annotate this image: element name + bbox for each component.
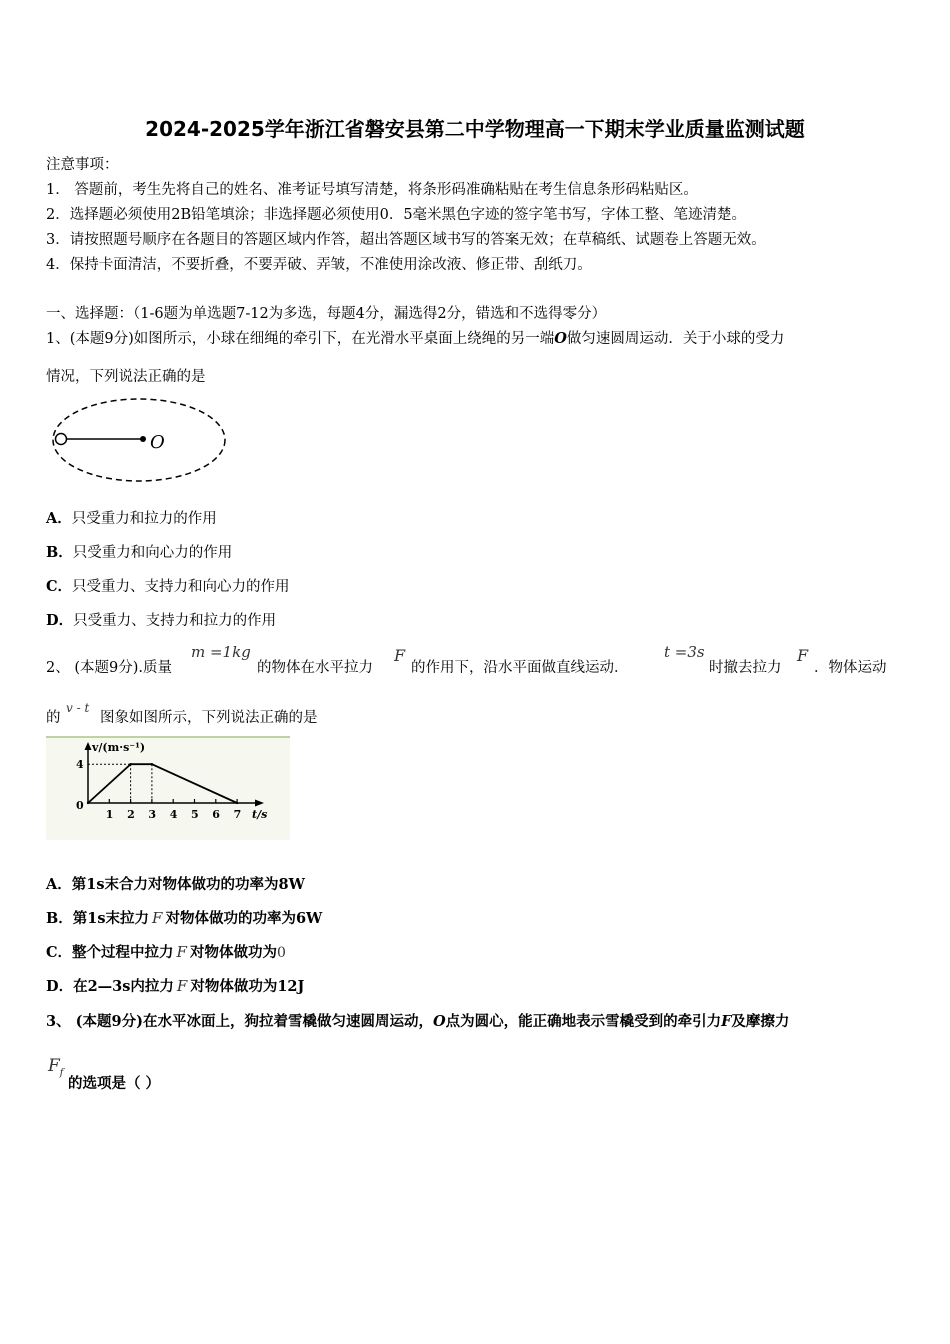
q1-option-a[interactable] <box>46 507 217 528</box>
x-tick-label-4: 4 <box>169 808 178 821</box>
q3-stem-O: O <box>432 1013 446 1030</box>
q2-option-d[interactable] <box>46 975 304 996</box>
q1-option-d[interactable] <box>46 609 276 630</box>
q2-stem-b: 的物体在水平拉力 <box>257 660 373 676</box>
q3-stem-line2: 的选项是（ ） <box>68 1075 161 1092</box>
q1-center-point <box>140 436 146 442</box>
q2-option-b-math: F <box>152 909 163 927</box>
q2-vt-chart <box>46 736 290 840</box>
q1-option-b-letter: B． <box>46 544 73 561</box>
q2-option-b[interactable] <box>46 907 322 928</box>
q2-option-b-letter: B． <box>46 910 73 927</box>
x-tick-label-6: 6 <box>212 808 220 821</box>
q1-option-d-letter: D． <box>46 612 74 629</box>
x-tick-label-2: 2 <box>127 808 135 821</box>
q2-stem-e: ．物体运动 <box>814 660 887 676</box>
q1-option-d-text: 只受重力、支持力和拉力的作用 <box>73 613 277 629</box>
q2-stem-line2-b: 图象如图所示，下列说法正确的是 <box>100 710 318 726</box>
vt-point-1 <box>129 763 131 765</box>
notice-item-4: 4．保持卡面清洁，不要折叠，不要弄破、弄皱，不准使用涂改液、修正带、刮纸刀。 <box>46 257 592 273</box>
q1-option-b-text: 只受重力和向心力的作用 <box>72 545 233 561</box>
vt-point-2 <box>151 763 153 765</box>
x-tick-label-7: 7 <box>233 808 242 821</box>
q1-option-a-text: 只受重力和拉力的作用 <box>71 511 217 527</box>
q1-dashed-orbit <box>53 399 225 481</box>
notice-item-2: 2．选择题必须使用2B铅笔填涂；非选择题必须使用0．5毫米黑色字迹的签字笔书写，字体工整、笔迹清楚。 <box>46 207 747 223</box>
q2-math-t: t =3s <box>664 643 705 661</box>
q1-option-a-letter: A． <box>46 510 72 527</box>
q2-math-vt: v - t <box>66 701 90 715</box>
vt-point-3 <box>236 802 238 804</box>
q2-option-c-post: 对物体做功为 <box>189 944 277 961</box>
q1-option-c-letter: C． <box>46 578 73 595</box>
q2-option-d-math: F <box>176 977 188 995</box>
x-tick-label-1: 1 <box>105 808 114 821</box>
q2-option-a-text: 第1s末合力对物体做功的功率为8W <box>71 876 305 893</box>
q2-math-m: m =1kg <box>191 643 251 661</box>
q2-option-b-pre: 第1s末拉力 <box>72 910 150 927</box>
q1-center-label: O <box>150 432 165 453</box>
q2-option-c-pre: 整个过程中拉力 <box>72 944 174 961</box>
notice-item-3: 3．请按照题号顺序在各题目的答题区域内作答，超出答题区域书写的答案无效；在草稿纸、试题卷上答题无效。 <box>46 232 766 248</box>
q1-option-b[interactable] <box>46 541 232 562</box>
x-tick-label-5: 5 <box>191 808 199 821</box>
q2-stem-line2-a: 的 <box>46 710 61 726</box>
q2-option-d-pre: 在2—3s内拉力 <box>73 978 174 995</box>
q1-figure <box>46 396 236 488</box>
q1-option-c[interactable] <box>46 575 290 596</box>
q2-stem-d: 时撤去拉力 <box>709 660 782 676</box>
q1-ball <box>56 434 67 445</box>
q3-math-F: F <box>48 1056 60 1076</box>
notice-heading: 注意事项： <box>46 157 119 173</box>
q2-option-c[interactable] <box>46 941 286 962</box>
q2-option-c-math2: 0 <box>276 945 286 961</box>
q3-stem-line1 <box>46 1010 789 1031</box>
section-heading: 一、选择题：（1-6题为单选题7-12为多选，每题4分，漏选得2分，错选和不选得零分） <box>46 306 607 322</box>
q3-stem-F: F <box>721 1013 732 1030</box>
q3-math-Ff <box>48 1056 64 1078</box>
q2-option-d-letter: D． <box>46 978 74 995</box>
q2-option-a[interactable] <box>46 873 305 894</box>
page-title: 2024-2025学年浙江省磐安县第二中学物理高一下期末学业质量监测试题 <box>145 117 805 141</box>
q1-option-c-text: 只受重力、支持力和向心力的作用 <box>72 579 290 595</box>
q2-math-F: F <box>394 646 406 665</box>
q2-option-c-math: F <box>176 943 187 961</box>
y-tick-label-4: 4 <box>76 758 84 772</box>
q2-stem-a: 2、 (本题9分).质量 <box>46 660 172 676</box>
q3-math-f: f <box>59 1067 64 1079</box>
q2-option-c-letter: C． <box>46 944 73 961</box>
q2-stem-c: 的作用下，沿水平面做直线运动． <box>411 660 629 676</box>
q3-stem-b: 点为圆心，能正确地表示雪橇受到的牵引力 <box>445 1013 722 1030</box>
q3-stem-c: 及摩擦力 <box>731 1013 790 1030</box>
vt-point-0 <box>87 802 89 804</box>
notice-item-1: 1． 答题前，考生先将自己的姓名、准考证号填写清楚，将条形码准确粘贴在考生信息条形码粘贴区。 <box>46 182 698 198</box>
q2-math-F2: F <box>797 646 809 665</box>
q2-option-b-post: 对物体做功的功率为6W <box>165 910 323 927</box>
origin-label: 0 <box>76 799 84 812</box>
x-tick-label-3: 3 <box>148 808 157 821</box>
q1-stem-O: O <box>554 330 567 347</box>
q2-option-a-letter: A． <box>46 876 72 893</box>
q1-stem-part2: 做匀速圆周运动．关于小球的受力 <box>566 331 785 347</box>
q2-option-d-post: 对物体做功为12J <box>190 978 305 995</box>
chart-background <box>46 736 290 840</box>
q3-stem-a: 3、 (本题9分)在水平冰面上，狗拉着雪橇做匀速圆周运动， <box>46 1013 433 1030</box>
y-axis-label: v/(m·s⁻¹) <box>92 741 146 754</box>
q1-stem-line1 <box>46 327 784 348</box>
x-axis-label: t/s <box>252 808 268 821</box>
q1-stem-part1: 1、(本题9分)如图所示，小球在细绳的牵引下，在光滑水平桌面上绕绳的另一端 <box>46 331 555 347</box>
q1-stem-line2: 情况，下列说法正确的是 <box>46 369 206 385</box>
